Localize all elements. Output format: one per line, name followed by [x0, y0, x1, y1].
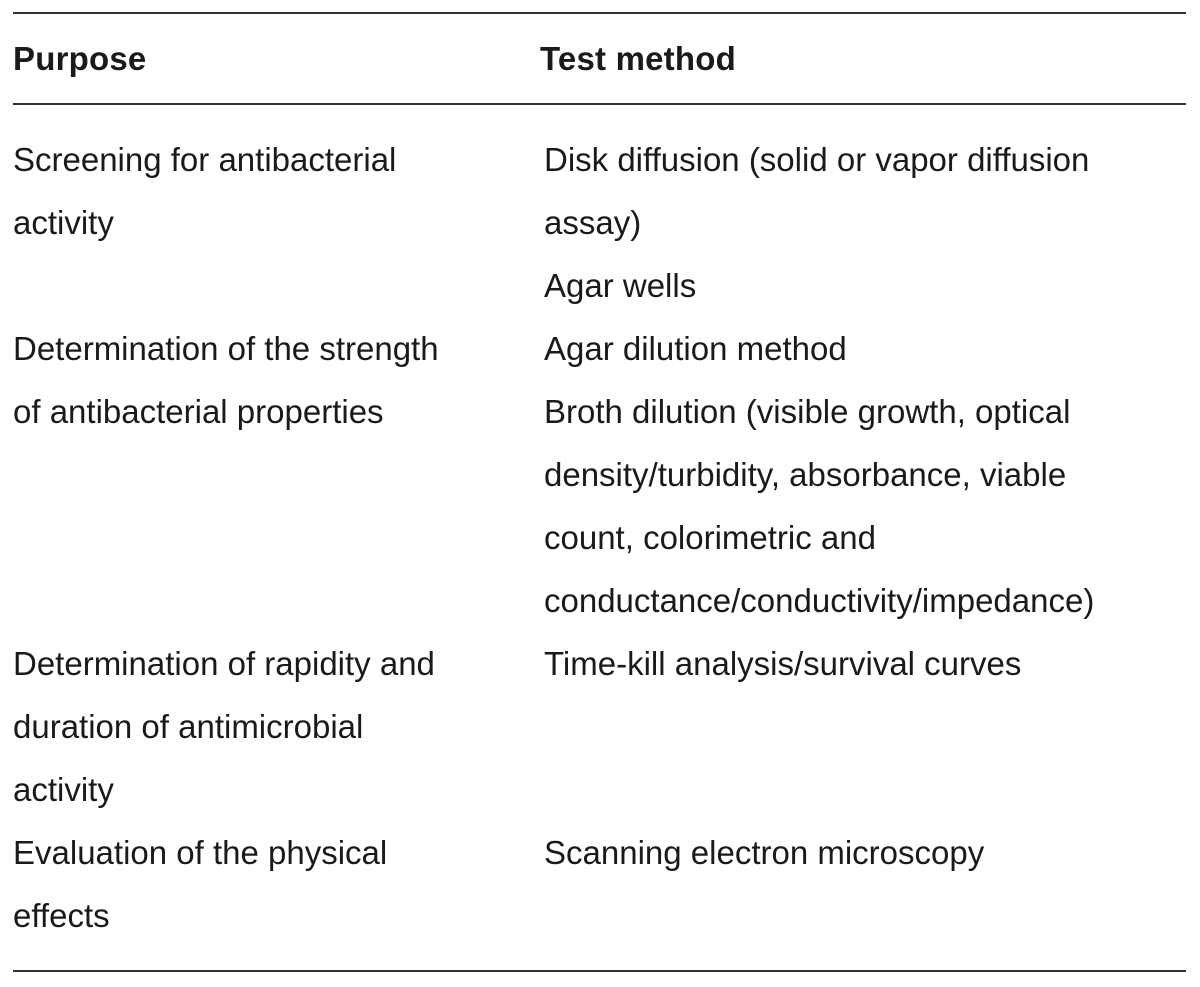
purpose-line: activity	[13, 771, 114, 808]
purpose-cell	[13, 821, 540, 947]
method-line: count, colorimetric and	[544, 519, 876, 556]
purpose-line: duration of antimicrobial	[13, 708, 364, 745]
purpose-line: Determination of the strength	[13, 330, 439, 367]
table-row	[13, 632, 1186, 821]
purpose-line: Evaluation of the physical	[13, 834, 388, 871]
method-cell	[540, 128, 1186, 317]
method-cell	[540, 632, 1186, 695]
header-purpose: Purpose	[13, 39, 147, 77]
table-row	[13, 128, 1186, 317]
method-cell	[540, 317, 1186, 632]
method-line: conductance/conductivity/impedance)	[544, 582, 1095, 619]
header-test-method: Test method	[540, 39, 736, 77]
method-line: Broth dilution (visible growth, optical	[544, 393, 1071, 430]
purpose-line: Screening for antibacterial	[13, 141, 397, 178]
method-line: Scanning electron microscopy	[544, 834, 985, 871]
method-line: Agar wells	[544, 267, 697, 304]
table-row	[13, 821, 1186, 947]
methods-table	[13, 12, 1186, 947]
method-line: assay)	[544, 204, 642, 241]
purpose-cell	[13, 317, 540, 443]
purpose-line: of antibacterial properties	[13, 393, 384, 430]
method-line: Time-kill analysis/survival curves	[544, 645, 1022, 682]
purpose-cell	[13, 632, 540, 821]
table-row	[13, 317, 1186, 632]
method-line: Agar dilution method	[544, 330, 847, 367]
purpose-line: effects	[13, 897, 110, 934]
purpose-line: activity	[13, 204, 114, 241]
table-header-row	[13, 14, 1186, 103]
method-line: density/turbidity, absorbance, viable	[544, 456, 1067, 493]
table-body	[13, 105, 1186, 947]
purpose-line: Determination of rapidity and	[13, 645, 435, 682]
method-cell	[540, 821, 1186, 884]
purpose-cell	[13, 128, 540, 254]
method-line: Disk diffusion (solid or vapor diffusion	[544, 141, 1090, 178]
table-bottom-rule	[13, 970, 1186, 972]
